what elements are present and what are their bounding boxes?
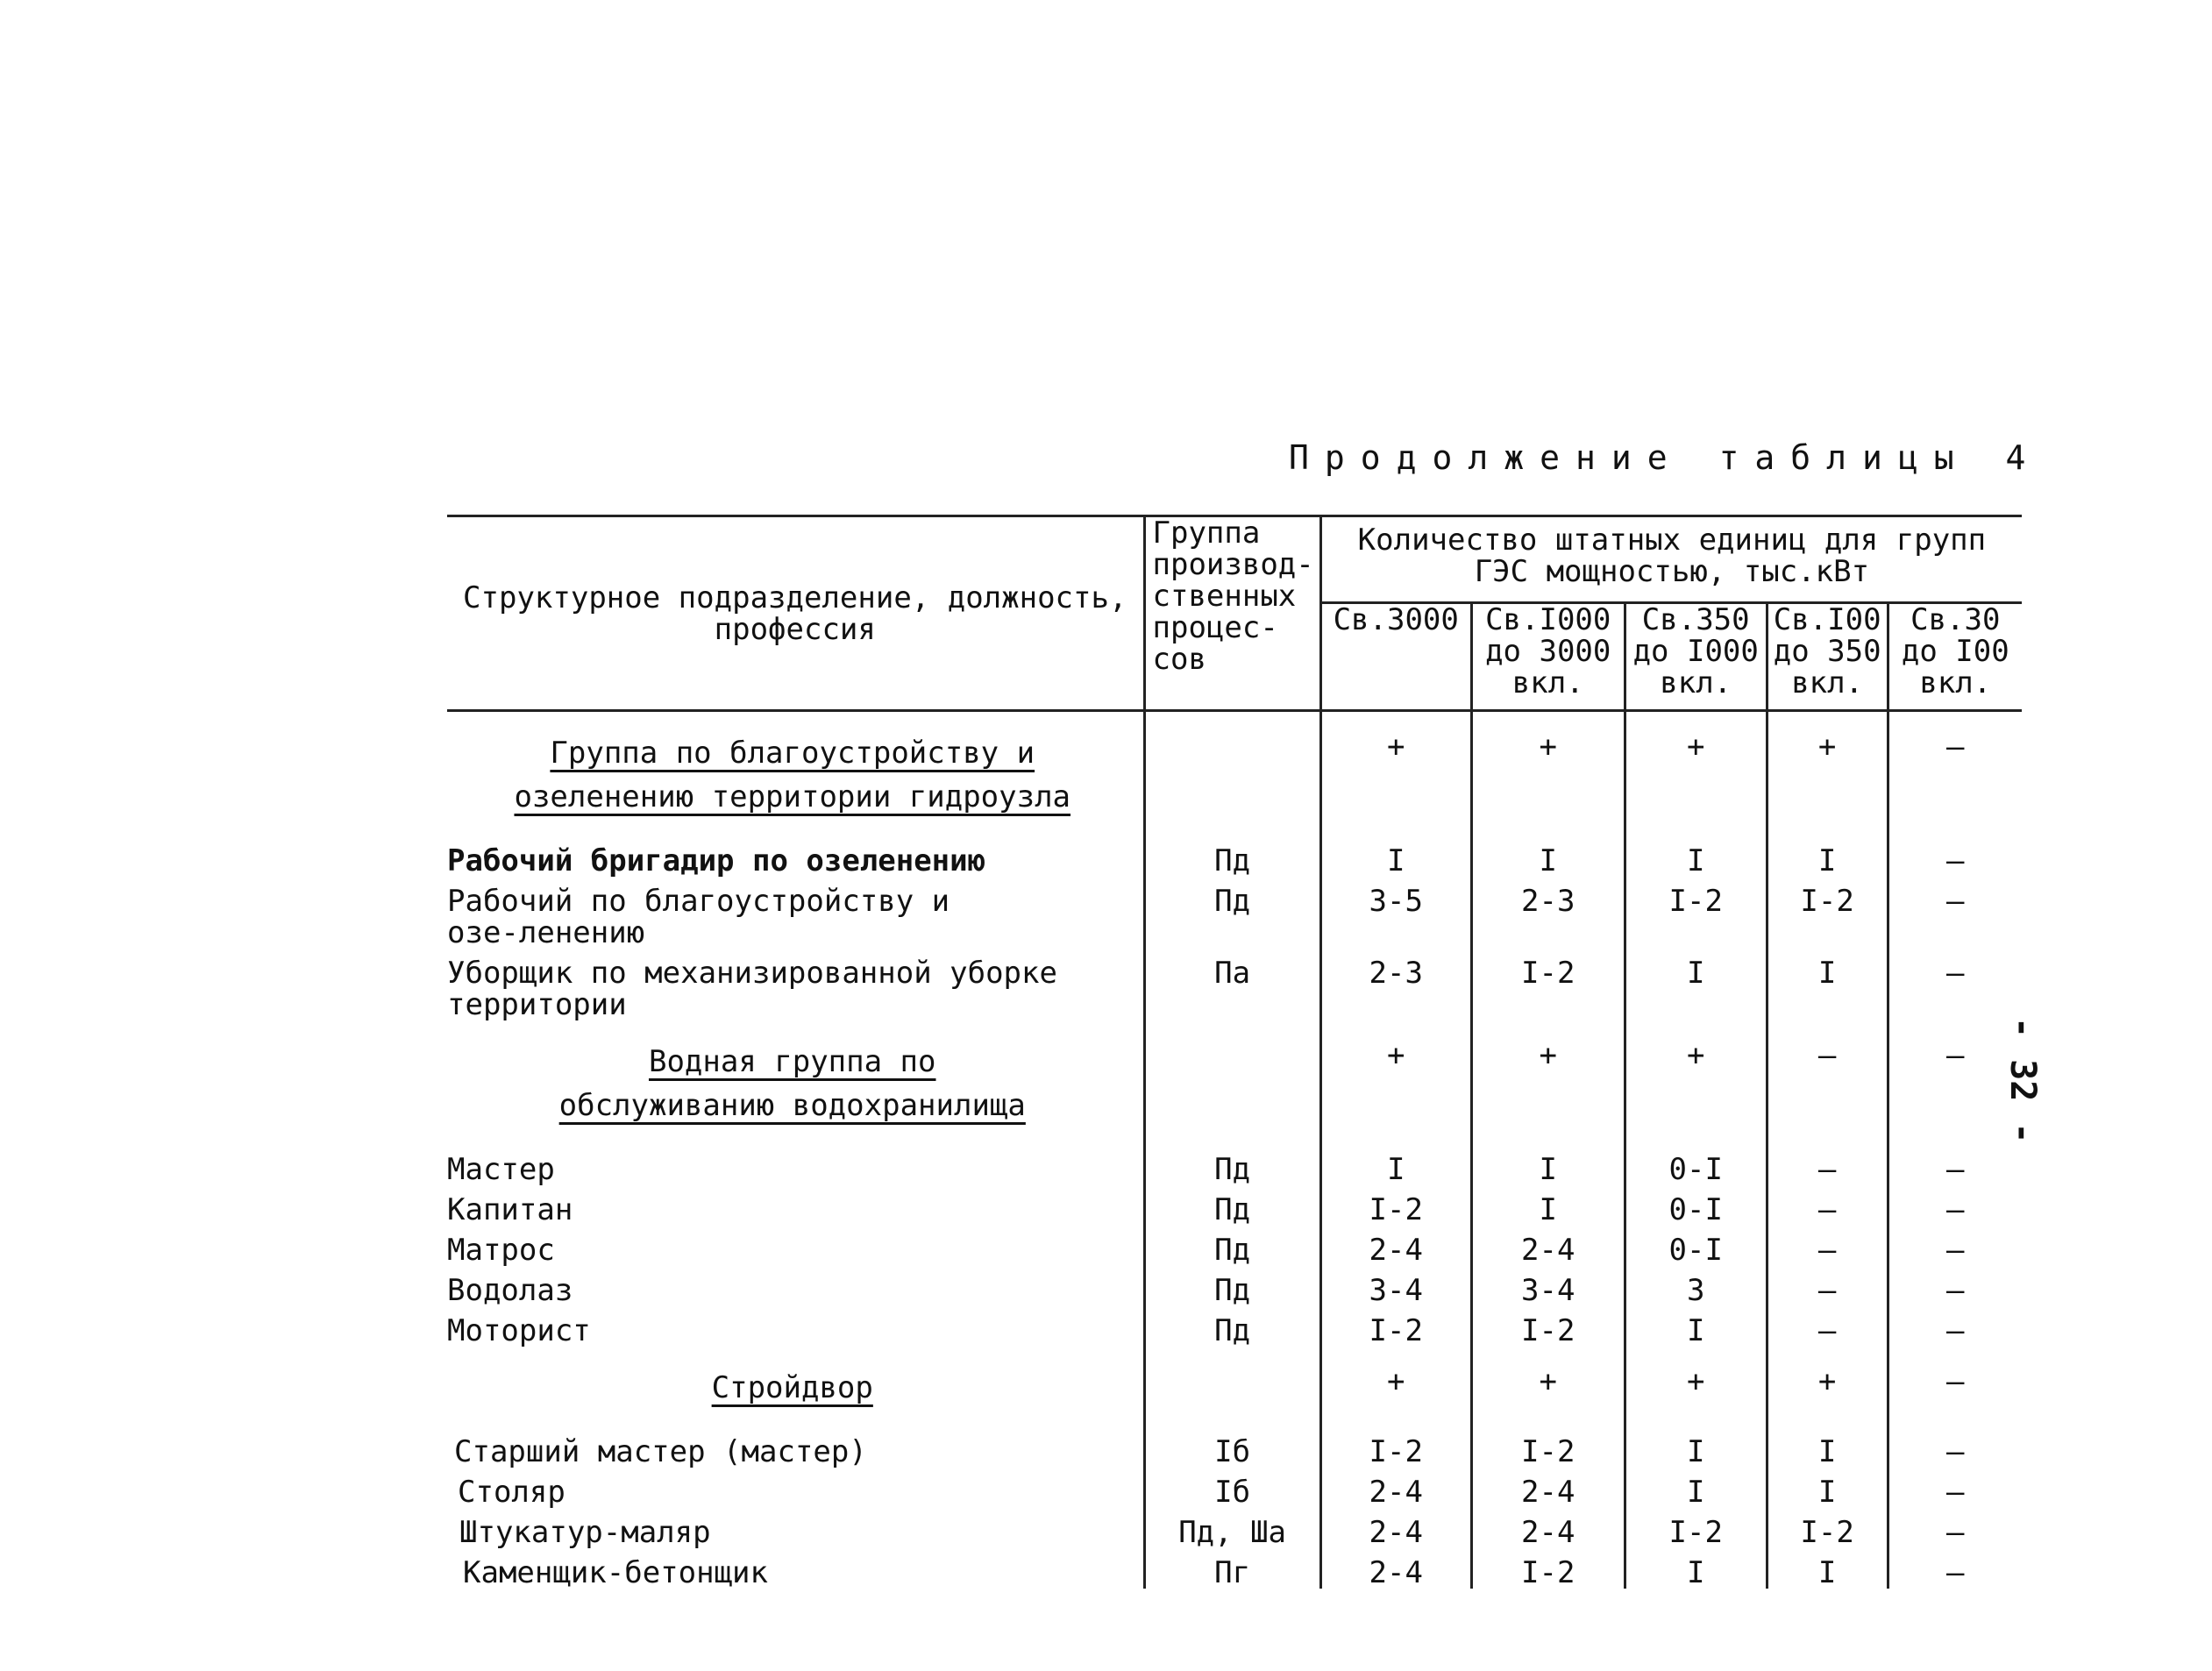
header-sub-col: Св.I00 до 350 вкл. <box>1767 603 1888 711</box>
table-row <box>447 1468 2022 1508</box>
table-row <box>447 1548 2022 1589</box>
table-cell: I-2 <box>1320 1306 1471 1347</box>
table-cell: + <box>1471 1347 1625 1410</box>
table-cell: I <box>1471 819 1625 877</box>
table-cell: I-2 <box>1625 877 1767 949</box>
table-cell: – <box>1767 1127 1888 1185</box>
table-cell: – <box>1888 949 2022 1020</box>
table-cell: 2-4 <box>1471 1468 1625 1508</box>
table-cell: I <box>1767 819 1888 877</box>
row-name: Моторист <box>447 1313 591 1348</box>
table-row <box>447 819 2022 877</box>
table-cell: + <box>1625 711 1767 820</box>
section-title: Группа по благоустройству и озеленению территории гидроузла <box>514 736 1071 814</box>
table-cell: – <box>1767 1266 1888 1306</box>
table-cell: I-2 <box>1471 949 1625 1020</box>
table-cell: I <box>1767 1468 1888 1508</box>
row-group: Пг <box>1144 1548 1320 1589</box>
table-cell: 0-I <box>1625 1185 1767 1226</box>
row-group: Пд, Ша <box>1144 1508 1320 1548</box>
row-group: Па <box>1144 949 1320 1020</box>
table-cell: 2-4 <box>1471 1226 1625 1266</box>
table-cell: 2-3 <box>1320 949 1471 1020</box>
table-cell: – <box>1888 1226 2022 1266</box>
header-quantity: Количество штатных единиц для групп ГЭС мощностью, тыс.кВт <box>1320 516 2022 603</box>
row-name: Капитан <box>447 1192 573 1227</box>
row-group: Пд <box>1144 877 1320 949</box>
table-cell: – <box>1888 1266 2022 1306</box>
table-cell: 2-4 <box>1471 1508 1625 1548</box>
table-cell: + <box>1625 1020 1767 1127</box>
table-cell: + <box>1767 1347 1888 1410</box>
header-process-group: Группа производ-ственных процес-сов <box>1144 516 1320 711</box>
table-cell: 2-4 <box>1320 1226 1471 1266</box>
table-cell: + <box>1471 711 1625 820</box>
table-cell: + <box>1320 1020 1471 1127</box>
header-sub-col: Св.3000 <box>1320 603 1471 711</box>
table-row <box>447 1127 2022 1185</box>
table-row <box>447 1508 2022 1548</box>
row-group: Пд <box>1144 1226 1320 1266</box>
table-cell: 3-4 <box>1471 1266 1625 1306</box>
table-cell: – <box>1767 1306 1888 1347</box>
table-row <box>447 1185 2022 1226</box>
row-name: Мастер <box>447 1152 555 1187</box>
table-cell: 0-I <box>1625 1127 1767 1185</box>
row-name: Матрос <box>447 1233 555 1268</box>
row-name: Штукатур-маляр <box>459 1515 711 1550</box>
table-cell: I-2 <box>1320 1185 1471 1226</box>
table-cell: – <box>1767 1185 1888 1226</box>
table-row <box>447 1266 2022 1306</box>
table-cell: 0-I <box>1625 1226 1767 1266</box>
table-cell: 2-4 <box>1320 1508 1471 1548</box>
section-title: Стройдвор <box>711 1370 873 1405</box>
table-cell: 3-4 <box>1320 1266 1471 1306</box>
staffing-table <box>447 515 2022 1589</box>
table-cell: I <box>1625 819 1767 877</box>
table-cell: + <box>1625 1347 1767 1410</box>
table-row <box>447 1306 2022 1347</box>
row-group: Iб <box>1144 1410 1320 1468</box>
table-cell: – <box>1888 1306 2022 1347</box>
table-cell: 2-4 <box>1320 1468 1471 1508</box>
table-row <box>447 1410 2022 1468</box>
table-cell: I <box>1625 1468 1767 1508</box>
table-cell: – <box>1888 1548 2022 1589</box>
table-row <box>447 877 2022 949</box>
table-row <box>447 949 2022 1020</box>
table-cell: 3 <box>1625 1266 1767 1306</box>
table-cell: – <box>1888 1468 2022 1508</box>
table-cell: I-2 <box>1767 877 1888 949</box>
row-name: Уборщик по механизированной уборке территории <box>447 956 1057 1022</box>
table-cell: – <box>1888 1347 2022 1410</box>
row-group: Пд <box>1144 1266 1320 1306</box>
table-cell: I <box>1625 1410 1767 1468</box>
table-cell: – <box>1888 1410 2022 1468</box>
table-cell: – <box>1888 877 2022 949</box>
table-cell: – <box>1888 1020 2022 1127</box>
table-cell: I-2 <box>1471 1410 1625 1468</box>
section-header-row <box>447 1347 2022 1410</box>
row-group: Пд <box>1144 1185 1320 1226</box>
table-cell: I <box>1625 1306 1767 1347</box>
table-cell: + <box>1767 711 1888 820</box>
row-name: Рабочий по благоустройству и озе-ленению <box>447 884 950 950</box>
header-division: Структурное подразделение, должность, профессия <box>447 516 1144 711</box>
table-cell: I <box>1625 949 1767 1020</box>
row-group: Пд <box>1144 1306 1320 1347</box>
table-cell: I <box>1320 819 1471 877</box>
row-group: Пд <box>1144 1127 1320 1185</box>
table-cell: – <box>1888 711 2022 820</box>
table-cell: + <box>1320 711 1471 820</box>
row-name: Старший мастер (мастер) <box>454 1434 867 1469</box>
table-cell: I <box>1471 1127 1625 1185</box>
table-cell: I <box>1320 1127 1471 1185</box>
table-cell: + <box>1471 1020 1625 1127</box>
row-name: Рабочий бригадир по озеленению <box>447 843 986 878</box>
table-cell: – <box>1888 1508 2022 1548</box>
table-cell: – <box>1767 1020 1888 1127</box>
page-number: - 32 - <box>2002 1017 2043 1144</box>
row-name: Водолаз <box>447 1273 573 1308</box>
table-cell: – <box>1888 1185 2022 1226</box>
table-cell: + <box>1320 1347 1471 1410</box>
table-cell: 2-4 <box>1320 1548 1471 1589</box>
table-cell: I-2 <box>1471 1548 1625 1589</box>
table-cell: I-2 <box>1471 1306 1625 1347</box>
section-header-row <box>447 1020 2022 1127</box>
table-row <box>447 1226 2022 1266</box>
table-cell: – <box>1888 1127 2022 1185</box>
table-cell: 2-3 <box>1471 877 1625 949</box>
table-cell: I <box>1767 1410 1888 1468</box>
table-cell: I <box>1767 1548 1888 1589</box>
header-sub-col: Св.I000 до 3000 вкл. <box>1471 603 1625 711</box>
table-cell: I-2 <box>1767 1508 1888 1548</box>
table-cell: 3-5 <box>1320 877 1471 949</box>
table-cell: – <box>1767 1226 1888 1266</box>
section-header-row <box>447 711 2022 820</box>
table-cell: I <box>1767 949 1888 1020</box>
header-sub-col: Св.350 до I000 вкл. <box>1625 603 1767 711</box>
section-title: Водная группа по обслуживанию водохранилища <box>558 1044 1026 1123</box>
table-cell: I-2 <box>1625 1508 1767 1548</box>
table-caption: Продолжение таблицы 4 <box>1289 438 2042 477</box>
row-name: Столяр <box>458 1475 565 1510</box>
header-sub-col: Св.30 до I00 вкл. <box>1888 603 2022 711</box>
table-cell: – <box>1888 819 2022 877</box>
table-cell: I <box>1471 1185 1625 1226</box>
row-name: Каменщик-бетонщик <box>463 1555 768 1590</box>
table-cell: I-2 <box>1320 1410 1471 1468</box>
row-group: Iб <box>1144 1468 1320 1508</box>
row-group: Пд <box>1144 819 1320 877</box>
table-cell: I <box>1625 1548 1767 1589</box>
